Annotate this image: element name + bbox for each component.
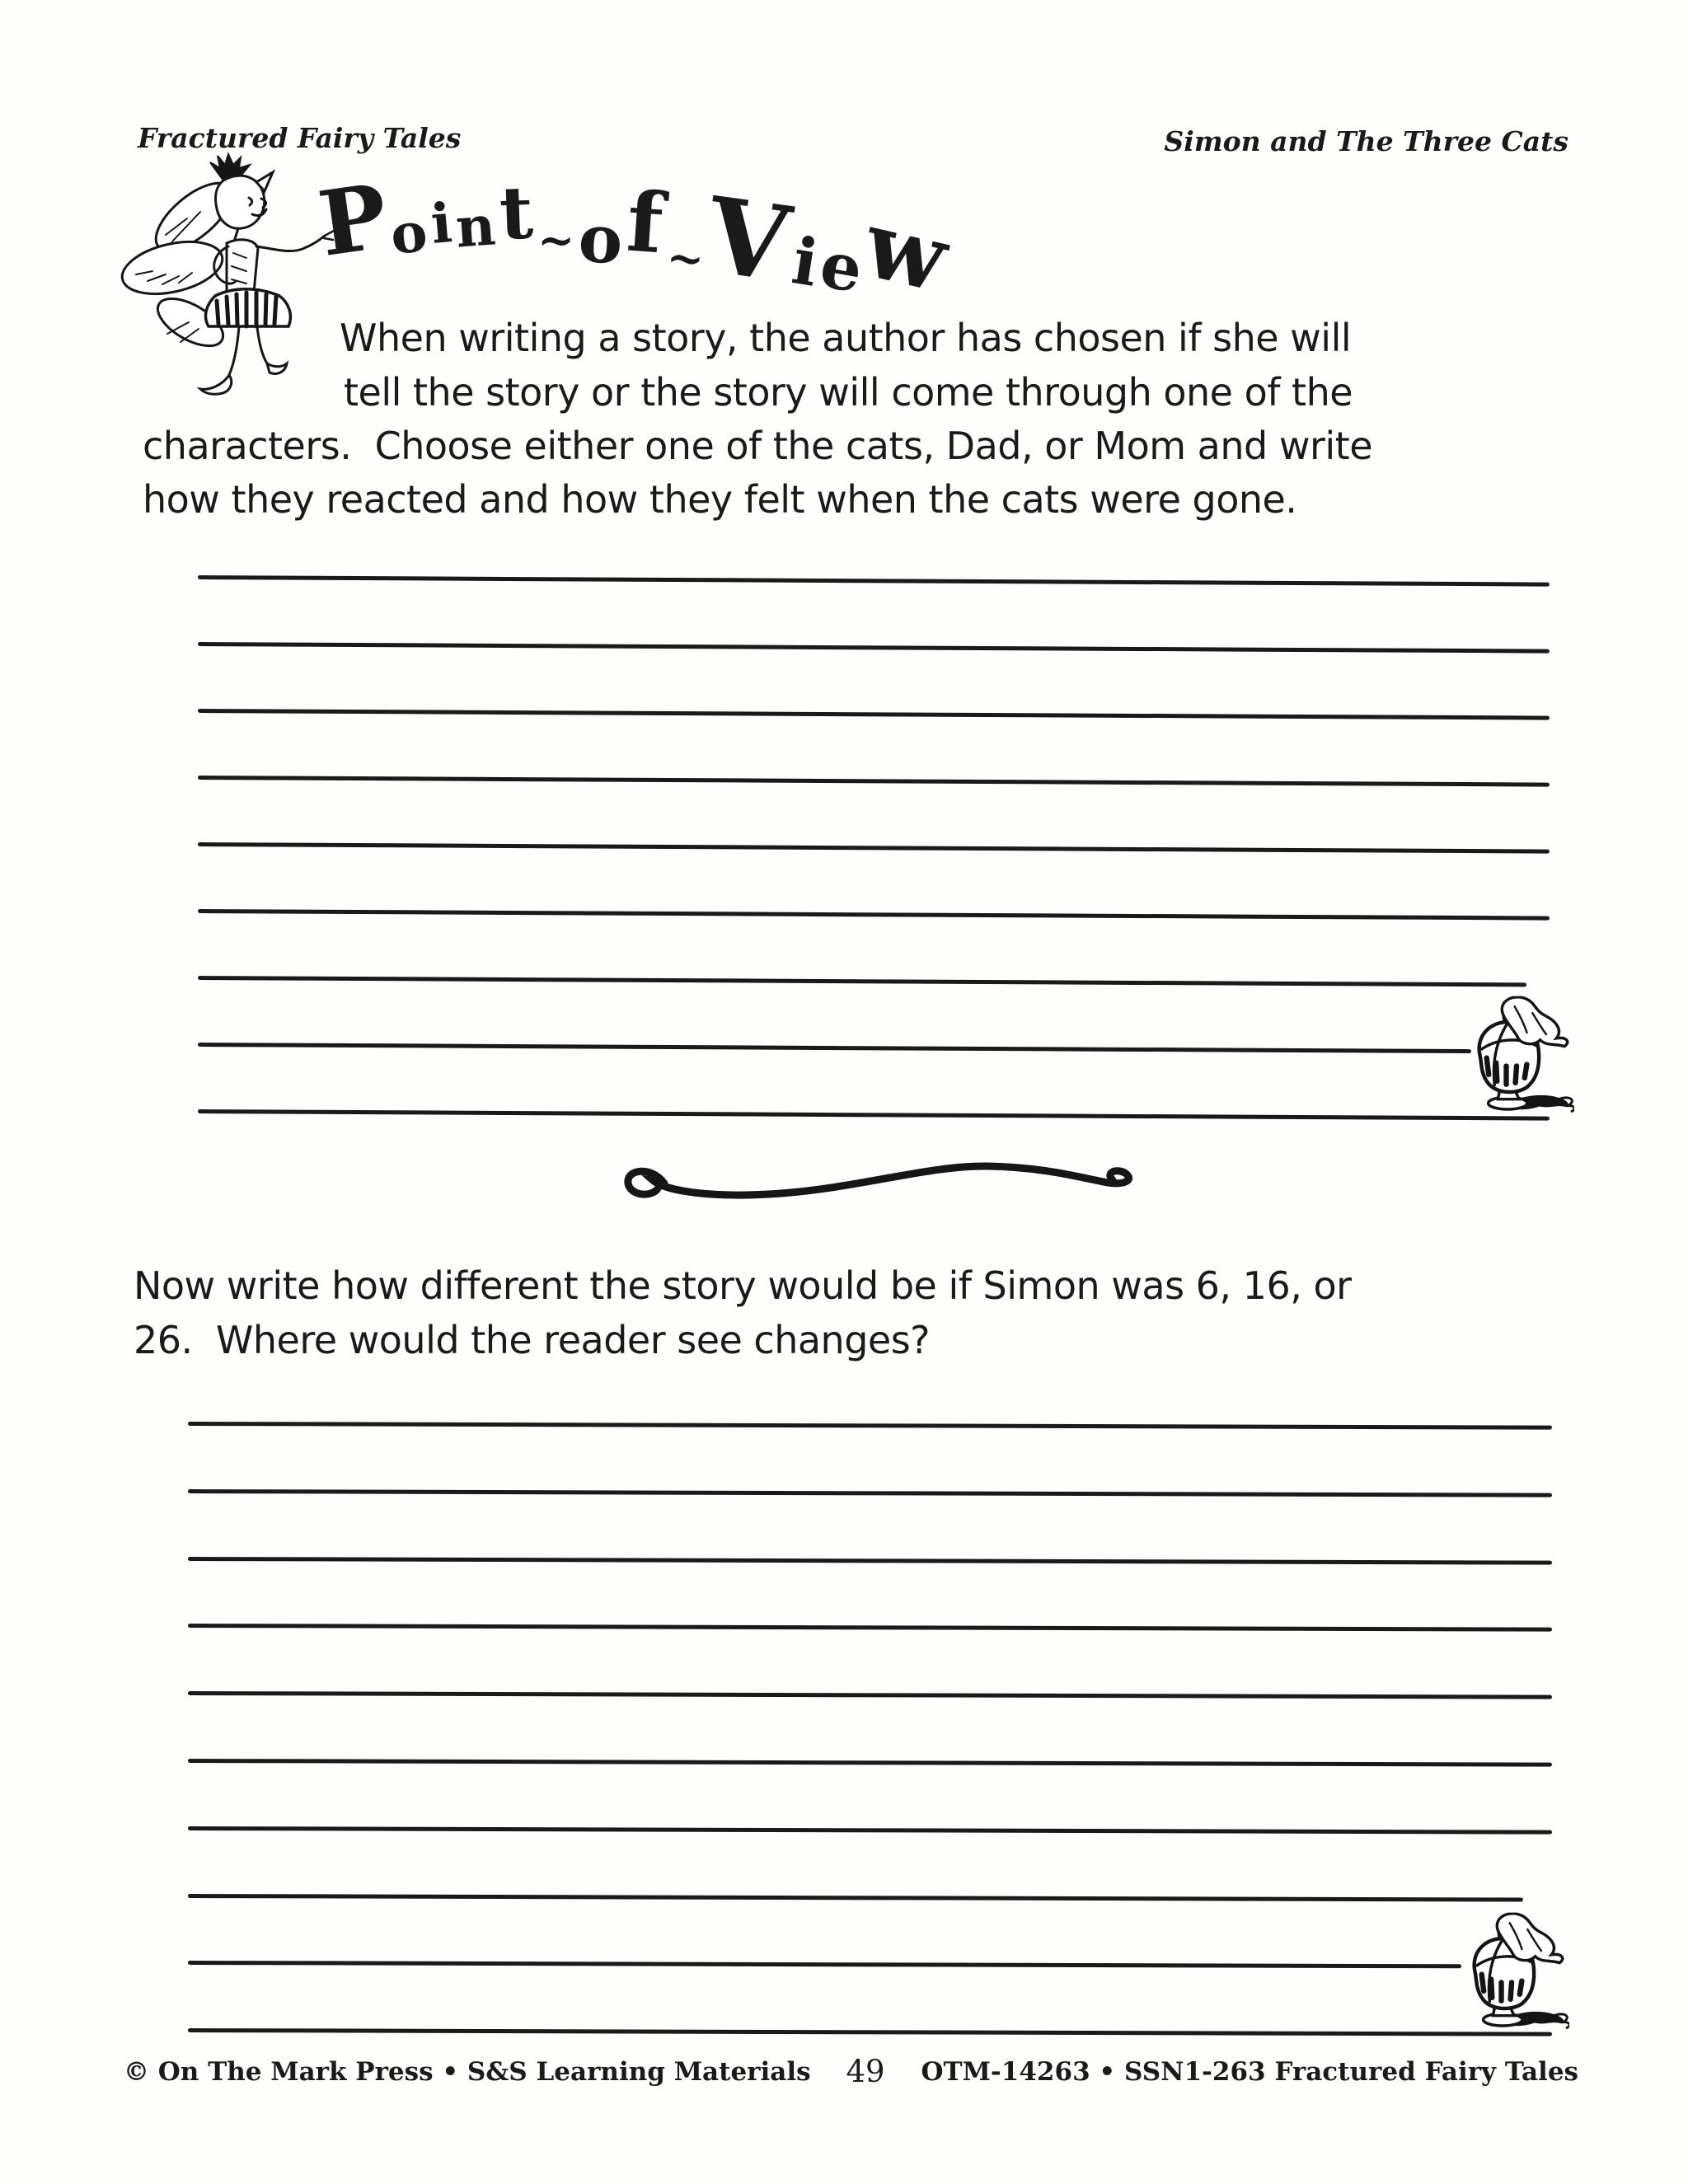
prompt-line: 26. Where would the reader see changes? bbox=[134, 1318, 931, 1362]
writing-line bbox=[198, 642, 1550, 654]
title-letter: f bbox=[623, 172, 666, 273]
page-number: 49 bbox=[846, 2054, 885, 2089]
page-title bbox=[312, 163, 957, 314]
writing-line bbox=[188, 1826, 1552, 1835]
writing-area-2 bbox=[188, 1422, 1552, 2048]
writing-line bbox=[188, 1624, 1552, 1632]
product-code: OTM-14263 • SSN1-263 Fractured Fairy Tales bbox=[921, 2057, 1578, 2087]
prompt-line: Now write how different the story would be if Simon was 6, 16, or bbox=[134, 1263, 1352, 1308]
writing-line bbox=[198, 1043, 1471, 1053]
writing-line bbox=[188, 1557, 1552, 1565]
writing-line bbox=[198, 909, 1550, 921]
writing-line bbox=[188, 1422, 1552, 1430]
title-letter: w bbox=[855, 190, 957, 314]
title-letter: e bbox=[814, 227, 869, 308]
writing-line bbox=[188, 1691, 1552, 1699]
title-letter: o bbox=[576, 199, 626, 279]
writing-line bbox=[198, 842, 1550, 854]
knight-helmet-icon bbox=[1462, 1912, 1569, 2032]
writing-line bbox=[198, 709, 1550, 720]
title-letter: V bbox=[700, 173, 797, 307]
writing-line bbox=[188, 1759, 1552, 1767]
title-letter: o bbox=[387, 199, 431, 268]
title-letter: ~ bbox=[663, 229, 707, 287]
title-letter: P bbox=[312, 164, 394, 278]
fairy-icon bbox=[118, 151, 336, 402]
knight-helmet-icon bbox=[1467, 996, 1574, 1115]
title-letter: t bbox=[498, 169, 535, 256]
writing-line bbox=[198, 1109, 1550, 1121]
writing-line bbox=[188, 1894, 1523, 1902]
title-letter: i bbox=[786, 223, 823, 302]
writing-line bbox=[188, 1961, 1461, 1968]
intro-line: how they reacted and how they felt when the cats were gone. bbox=[143, 477, 1297, 522]
writing-line bbox=[198, 976, 1526, 987]
swirl-divider-icon bbox=[600, 1155, 1152, 1205]
writing-line bbox=[188, 2028, 1552, 2036]
title-letter: ~ bbox=[537, 213, 575, 266]
story-title-label: Simon and The Three Cats bbox=[1164, 125, 1568, 157]
intro-line: When writing a story, the author has chosen if she will bbox=[340, 316, 1352, 360]
writing-line bbox=[198, 776, 1550, 787]
title-letter: n bbox=[453, 193, 498, 260]
writing-area-1 bbox=[198, 575, 1550, 1136]
publisher-credit: © On The Mark Press • S&S Learning Materials bbox=[124, 2057, 811, 2087]
intro-line: characters. Choose either one of the cats, Dad, or Mom and write bbox=[143, 424, 1372, 468]
series-title-label: Fractured Fairy Tales bbox=[138, 122, 462, 154]
title-letter: i bbox=[428, 190, 455, 256]
intro-line: tell the story or the story will come through one of the bbox=[344, 370, 1353, 415]
writing-line bbox=[188, 1489, 1552, 1497]
writing-line bbox=[198, 575, 1550, 587]
